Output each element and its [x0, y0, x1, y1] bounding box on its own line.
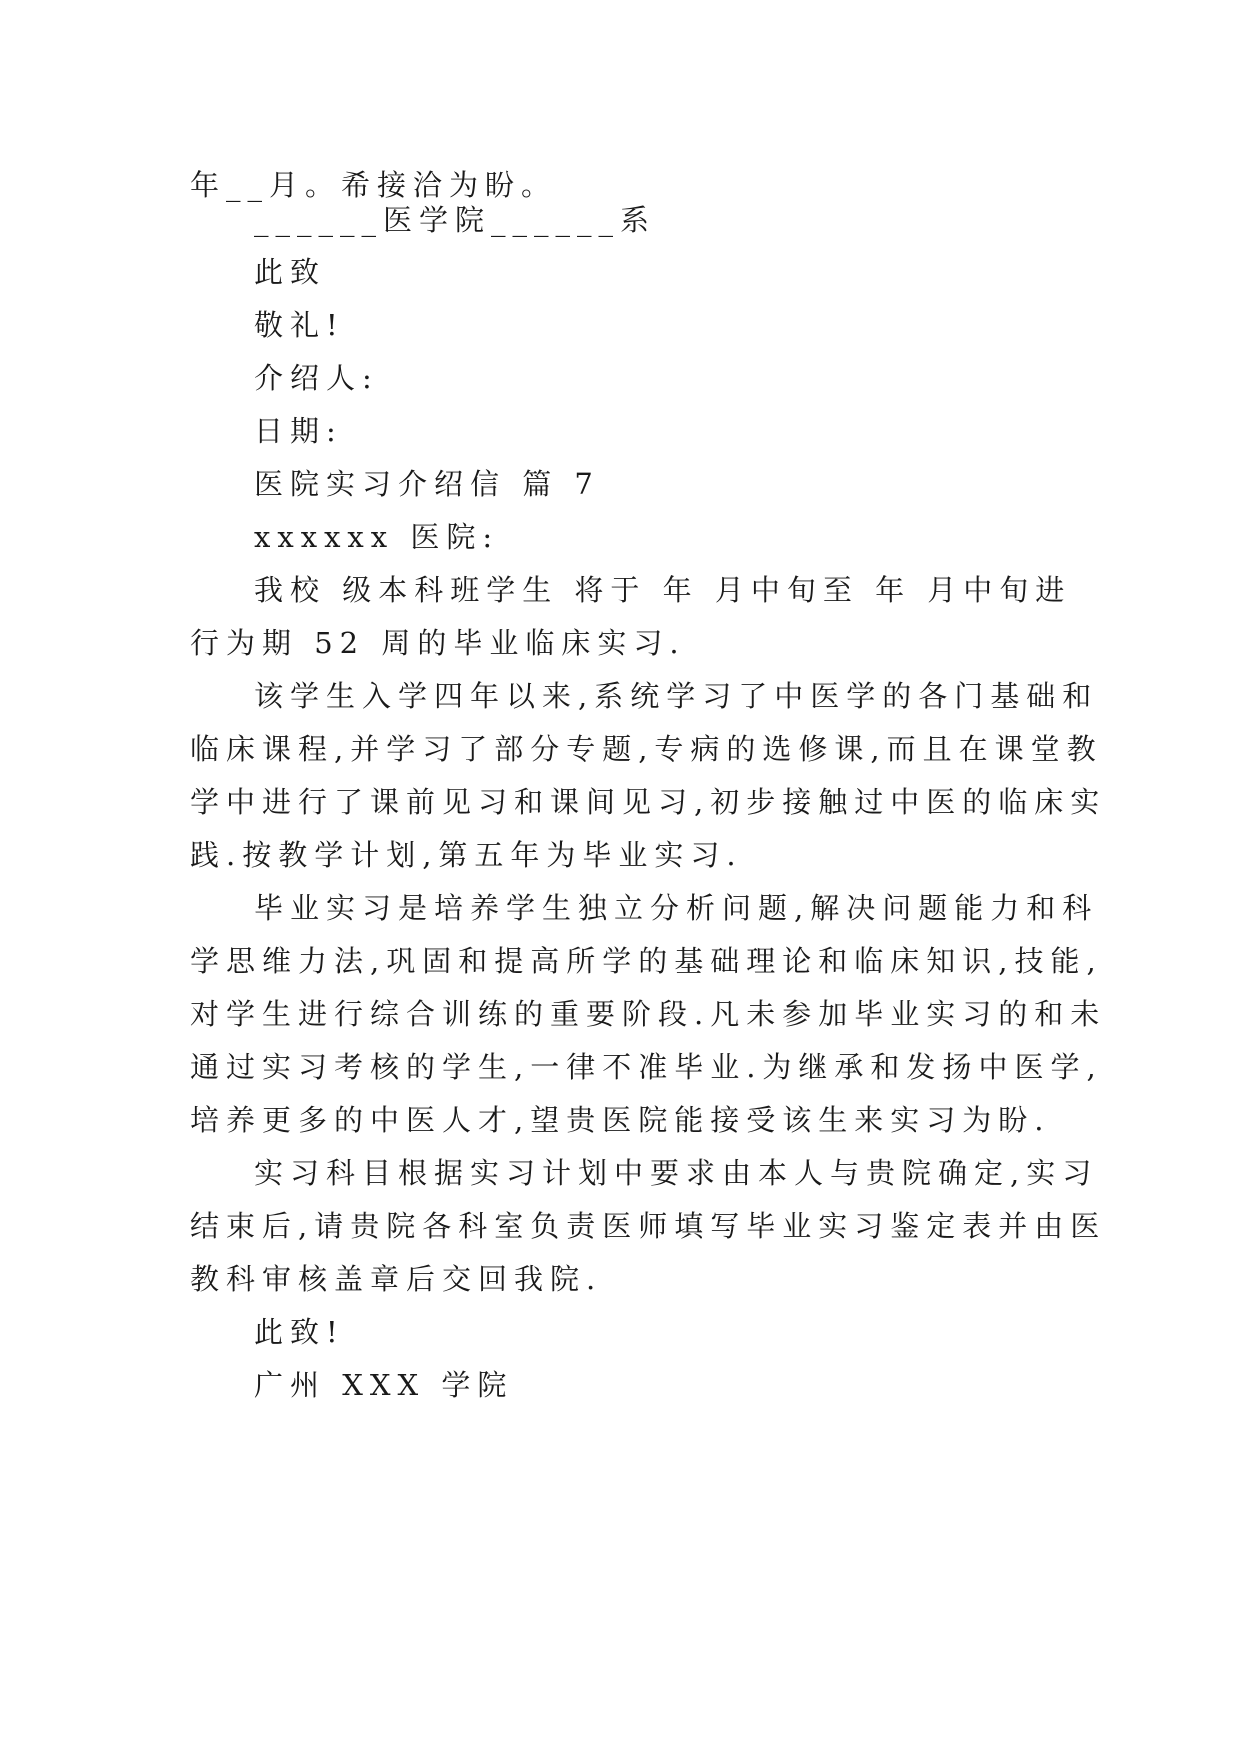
text-line: 介绍人:	[254, 361, 379, 395]
text-line: 毕业实习是培养学生独立分析问题,解决问题能力和科	[254, 891, 1099, 925]
text-line: 教科审核盖章后交回我院.	[190, 1262, 603, 1296]
text-line: 培养更多的中医人才,望贵医院能接受该生来实习为盼.	[190, 1103, 1051, 1137]
text-line: 年__月。希接洽为盼。	[190, 168, 558, 202]
text-line: 通过实习考核的学生,一律不准毕业.为继承和发扬中医学,	[190, 1050, 1103, 1084]
text-line: 临床课程,并学习了部分专题,专病的选修课,而且在课堂教	[190, 732, 1103, 766]
section-heading: 医院实习介绍信 篇 7	[254, 467, 600, 501]
text-line: 践.按教学计划,第五年为毕业实习.	[190, 838, 743, 872]
text-line: 日期:	[254, 414, 343, 448]
text-line: 对学生进行综合训练的重要阶段.凡未参加毕业实习的和未	[190, 997, 1107, 1031]
text-line: ______医学院______系	[254, 203, 657, 237]
salutation: xxxxxx 医院:	[254, 520, 500, 554]
text-line: 我校 级本科班学生 将于 年 月中旬至 年 月中旬进	[254, 573, 1072, 607]
text-line: 学中进行了课前见习和课间见习,初步接触过中医的临床实	[190, 785, 1107, 819]
text-line: 此致	[254, 255, 327, 289]
text-line: 此致!	[254, 1315, 345, 1349]
text-line: 该学生入学四年以来,系统学习了中医学的各门基础和	[254, 679, 1099, 713]
signature-line: 广州 XXX 学院	[254, 1368, 514, 1402]
text-line: 实习科目根据实习计划中要求由本人与贵院确定,实习	[254, 1156, 1099, 1190]
text-line: 敬礼!	[254, 308, 345, 342]
text-line: 行为期 52 周的毕业临床实习.	[190, 626, 686, 660]
text-line: 学思维力法,巩固和提高所学的基础理论和临床知识,技能,	[190, 944, 1103, 978]
text-line: 结束后,请贵院各科室负责医师填写毕业实习鉴定表并由医	[190, 1209, 1107, 1243]
